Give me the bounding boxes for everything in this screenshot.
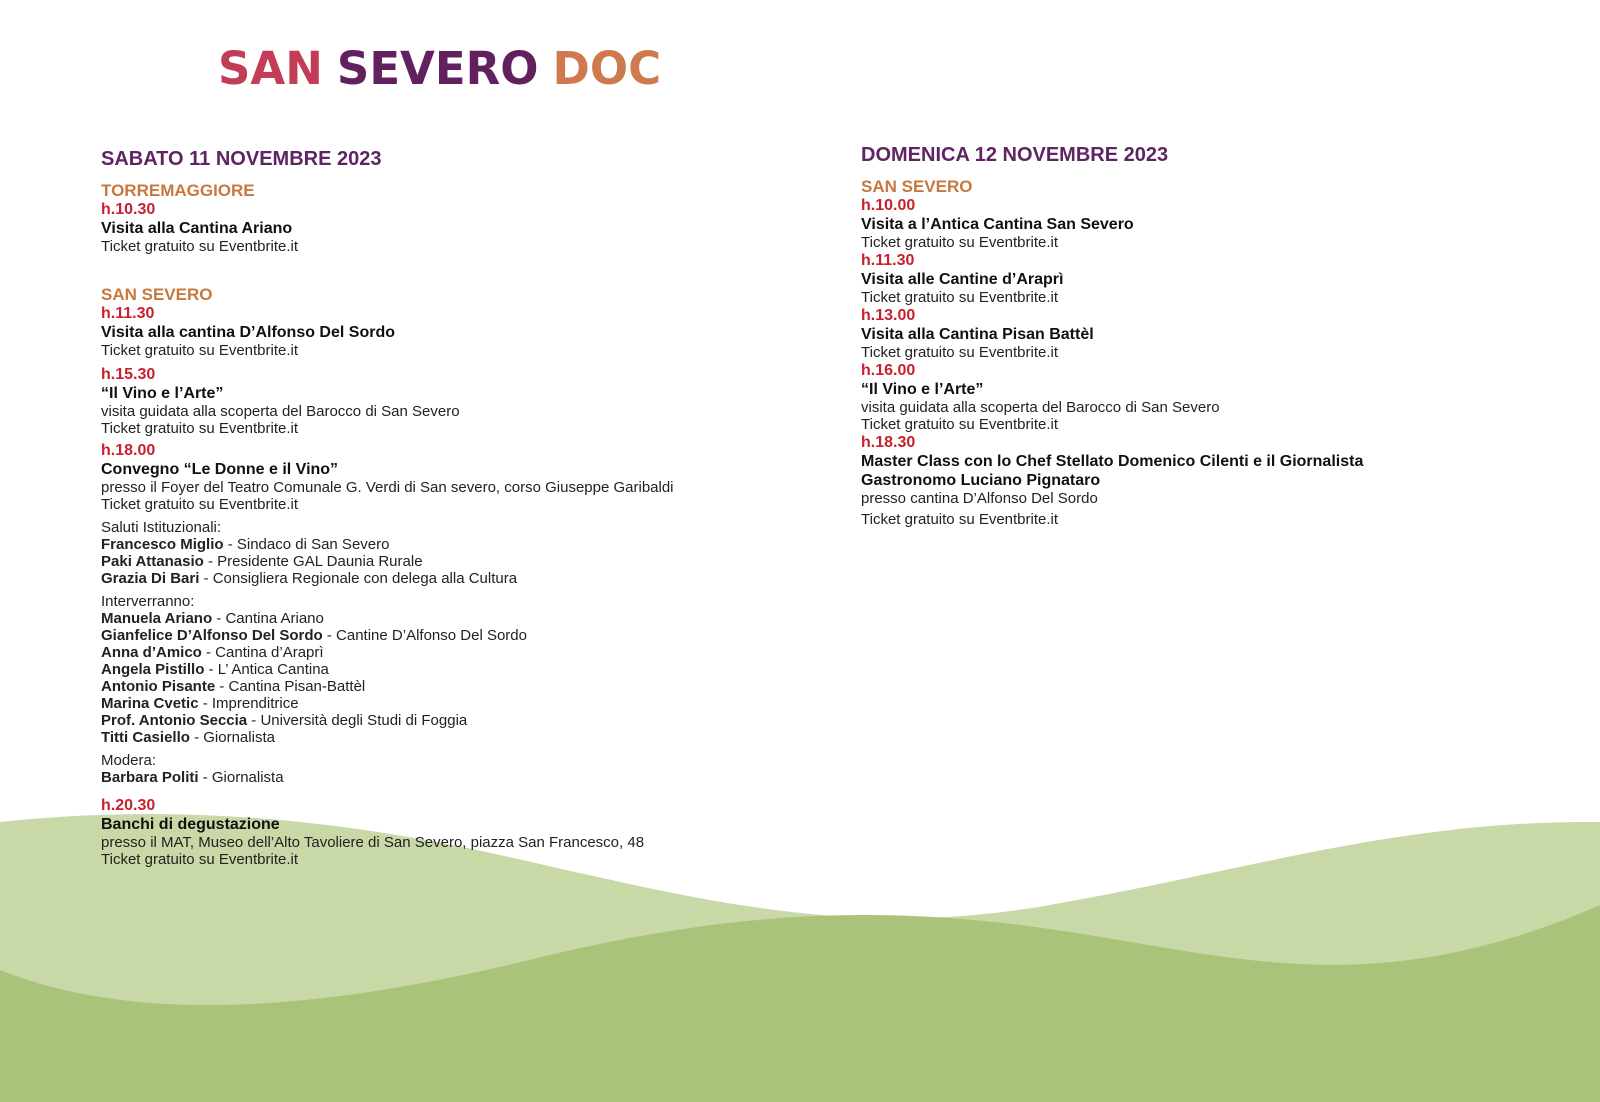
speaker-role: - Presidente GAL Daunia Rurale <box>203 553 423 570</box>
saluti-label: Saluti Istituzionali: <box>101 519 222 536</box>
event-time: h.20.30 <box>101 797 156 814</box>
speaker-line <box>101 570 801 587</box>
speaker-name: Francesco Miglio <box>101 536 224 553</box>
saturday-heading: SABATO 11 NOVEMBRE 2023 <box>101 148 382 170</box>
speaker-name: Grazia Di Bari <box>101 570 200 587</box>
event-ticket: Ticket gratuito su Eventbrite.it <box>101 496 299 513</box>
event-ticket: Ticket gratuito su Eventbrite.it <box>101 342 299 359</box>
speaker-role: - Cantina Pisan-Battèl <box>215 678 366 695</box>
event-ticket: Ticket gratuito su Eventbrite.it <box>861 344 1059 361</box>
event-title: Visita alla cantina D’Alfonso Del Sordo <box>101 324 395 341</box>
event-description: visita guidata alla scoperta del Barocco di San Severo <box>861 399 1220 416</box>
event-time: h.16.00 <box>861 362 916 379</box>
event-1130 <box>861 251 1561 306</box>
event-title: Visita alla Cantina Pisan Battèl <box>861 326 1094 343</box>
speaker-name: Antonio Pisante <box>101 678 216 695</box>
event-description: presso cantina D’Alfonso Del Sordo <box>861 490 1098 507</box>
interverranno-label: Interverranno: <box>101 593 195 610</box>
speaker-line <box>101 627 801 644</box>
speaker-role: - Giornalista <box>189 729 275 746</box>
speaker-line <box>101 729 801 746</box>
interverranno-block <box>101 593 801 746</box>
saturday-column <box>101 147 801 868</box>
speaker-line <box>101 712 801 729</box>
speaker-name: Anna d’Amico <box>101 644 202 661</box>
event-title: Visita alla Cantina Ariano <box>101 220 293 237</box>
speaker-name: Marina Cvetic <box>101 695 199 712</box>
event-title: Convegno “Le Donne e il Vino” <box>101 461 339 478</box>
event-1130 <box>101 304 801 359</box>
logo-word-doc: DOC <box>552 42 662 95</box>
place-san-severo: SAN SEVERO <box>101 285 213 304</box>
event-ticket: Ticket gratuito su Eventbrite.it <box>101 851 299 868</box>
speaker-name: Barbara Politi <box>101 769 199 786</box>
speaker-name: Angela Pistillo <box>101 661 205 678</box>
saluti-block <box>101 519 801 587</box>
modera-block <box>101 752 801 786</box>
event-description: presso il MAT, Museo dell’Alto Tavoliere di San Severo, piazza San Francesco, 48 <box>101 834 645 851</box>
event-title: Banchi di degustazione <box>101 816 280 833</box>
speaker-role: - Cantina d’Araprì <box>201 644 324 661</box>
speaker-name: Gianfelice D’Alfonso Del Sordo <box>101 627 323 644</box>
sunday-heading: DOMENICA 12 NOVEMBRE 2023 <box>861 144 1169 166</box>
event-ticket: Ticket gratuito su Eventbrite.it <box>101 238 299 255</box>
logo <box>218 42 675 95</box>
speaker-role: - Consigliera Regionale con delega alla Cultura <box>199 570 518 587</box>
speaker-line <box>101 678 801 695</box>
event-time: h.10.00 <box>861 197 916 214</box>
speaker-role: - Giornalista <box>198 769 284 786</box>
event-time: h.10.30 <box>101 201 156 218</box>
logo-word-san: SAN <box>218 42 323 95</box>
speaker-role: - Cantina Ariano <box>212 610 324 627</box>
event-description: presso il Foyer del Teatro Comunale G. Verdi di San severo, corso Giuseppe Garibaldi <box>101 479 674 496</box>
event-time: h.15.30 <box>101 366 156 383</box>
speaker-name: Manuela Ariano <box>101 610 213 627</box>
sunday-column <box>861 143 1561 528</box>
event-1300 <box>861 306 1561 361</box>
event-time: h.18.30 <box>861 434 916 451</box>
speaker-line <box>101 553 801 570</box>
event-ticket: Ticket gratuito su Eventbrite.it <box>861 289 1059 306</box>
event-title: Visita alle Cantine d’Araprì <box>861 271 1064 288</box>
speaker-role: - Sindaco di San Severo <box>223 536 390 553</box>
event-ticket: Ticket gratuito su Eventbrite.it <box>861 416 1059 433</box>
modera-label: Modera: <box>101 752 157 769</box>
speaker-line <box>101 536 801 553</box>
event-description: visita guidata alla scoperta del Barocco di San Severo <box>101 403 460 420</box>
event-time: h.11.30 <box>101 305 155 322</box>
event-1600 <box>861 361 1561 433</box>
speaker-role: - Imprenditrice <box>198 695 299 712</box>
place-torremaggiore: TORREMAGGIORE <box>101 181 255 200</box>
event-1030 <box>101 200 801 255</box>
speaker-line <box>101 610 801 627</box>
event-title: “Il Vino e l’Arte” <box>861 381 984 398</box>
event-time: h.18.00 <box>101 442 156 459</box>
event-time: h.11.30 <box>861 252 915 269</box>
speaker-name: Paki Attanasio <box>101 553 204 570</box>
place-san-severo: SAN SEVERO <box>861 177 973 196</box>
event-title: “Il Vino e l’Arte” <box>101 385 224 402</box>
event-1530 <box>101 365 801 437</box>
speaker-role: - Cantine D’Alfonso Del Sordo <box>322 627 527 644</box>
event-time: h.13.00 <box>861 307 916 324</box>
event-ticket: Ticket gratuito su Eventbrite.it <box>861 511 1059 528</box>
event-ticket: Ticket gratuito su Eventbrite.it <box>101 420 299 437</box>
event-1000 <box>861 196 1561 251</box>
speaker-line <box>101 695 801 712</box>
speaker-line <box>101 644 801 661</box>
speaker-name: Prof. Antonio Seccia <box>101 712 248 729</box>
speaker-line <box>101 661 801 678</box>
event-title-continued: Gastronomo Luciano Pignataro <box>861 472 1101 489</box>
speaker-role: - Università degli Studi di Foggia <box>247 712 468 729</box>
speaker-role: - L’ Antica Cantina <box>204 661 329 678</box>
event-2030 <box>101 796 801 868</box>
event-title: Master Class con lo Chef Stellato Domenico Cilenti e il Giornalista <box>861 453 1364 470</box>
speaker-name: Titti Casiello <box>101 729 190 746</box>
event-ticket: Ticket gratuito su Eventbrite.it <box>861 234 1059 251</box>
speaker-line <box>101 769 801 786</box>
event-title: Visita a l’Antica Cantina San Severo <box>861 216 1134 233</box>
event-1800 <box>101 441 801 513</box>
logo-word-severo: SEVERO <box>336 42 539 95</box>
event-1830 <box>861 433 1561 528</box>
